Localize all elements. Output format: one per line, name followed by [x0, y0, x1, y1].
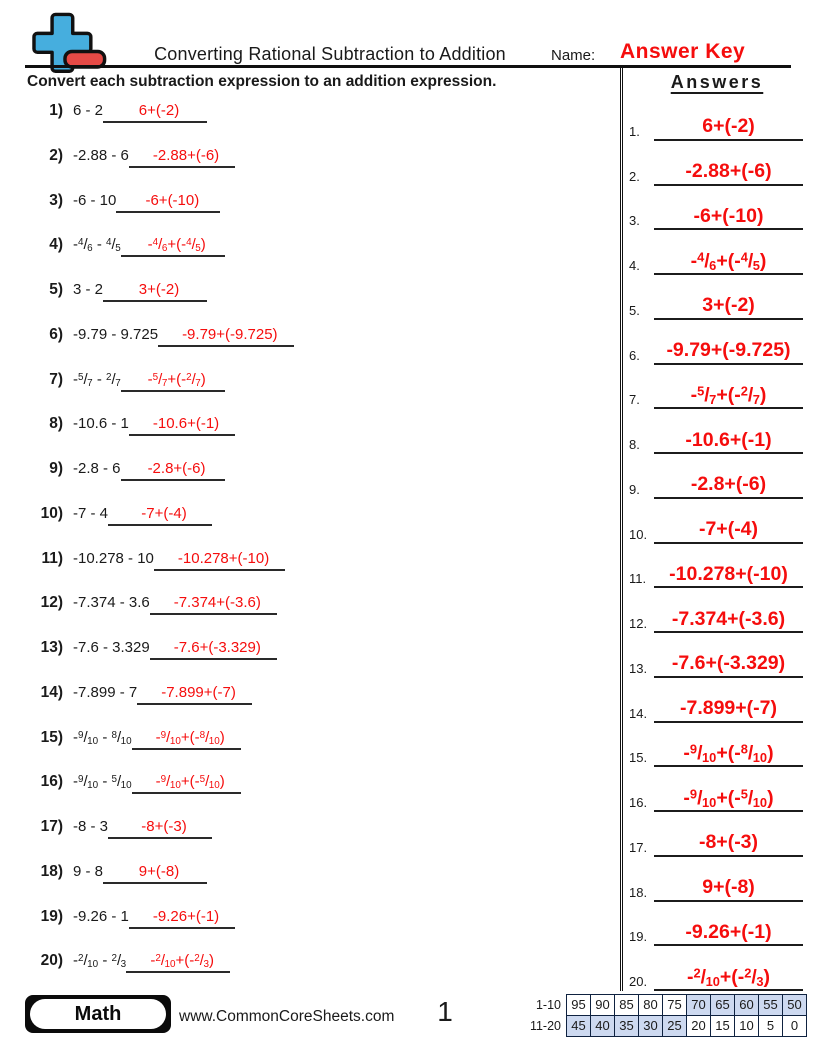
answer-line	[654, 788, 803, 812]
answer-blank-line	[158, 326, 293, 347]
answer-line	[654, 519, 803, 543]
score-cell: 20	[687, 1015, 711, 1036]
answer-row	[629, 320, 803, 365]
answer-number: 6.	[629, 347, 640, 363]
answer-line	[654, 653, 803, 677]
problem-number: 11)	[41, 549, 63, 567]
answer-number: 8.	[629, 437, 640, 452]
column-separator	[620, 67, 623, 991]
problem-row	[27, 678, 602, 723]
answer-row	[629, 499, 803, 544]
score-cell: 15	[711, 1015, 735, 1036]
answer-text: -8+(-3)	[698, 831, 759, 854]
plus-minus-icon-svg	[26, 11, 110, 73]
written-answer: -10.6+(-1)	[152, 415, 220, 433]
page-number: 1	[437, 996, 453, 1027]
answer-text: -10.6+(-1)	[685, 428, 772, 451]
problem-row	[27, 544, 602, 589]
answer-key-label: Answer Key	[620, 40, 746, 63]
answer-number: 12.	[629, 616, 648, 631]
page-title: Converting Rational Subtraction to Addition	[154, 44, 506, 64]
answer-row	[629, 186, 803, 231]
answer-blank-line	[150, 639, 277, 660]
problem-expression: -7.374 - 3.6	[73, 594, 150, 612]
score-row-1	[528, 995, 807, 1016]
written-answer: $-^4/_6+(-^4/_5)$	[147, 236, 206, 255]
problem-expression: 3 - 2	[73, 281, 104, 298]
answer-blank-line	[116, 192, 220, 213]
answer-line	[654, 430, 803, 454]
problem-row	[27, 230, 602, 275]
problem-expression: -10.278 - 10	[73, 549, 154, 567]
answer-text: -9.26+(-1)	[685, 920, 772, 943]
answer-number: 17.	[629, 839, 648, 855]
problem-number: 4)	[49, 236, 63, 254]
problem-expression: 6 - 2	[73, 102, 104, 119]
answer-number: 5.	[629, 302, 640, 318]
answer-number: 20.	[629, 974, 648, 989]
answer-text: 9+(-8)	[702, 876, 755, 899]
answer-text: $-^5/_7+(-^2/_7)$	[690, 383, 767, 407]
written-answer: -7.6+(-3.329)	[173, 639, 261, 656]
answer-line	[654, 161, 803, 185]
plus-minus-icon	[26, 11, 110, 73]
written-answer: 3+(-2)	[138, 281, 180, 298]
answer-text: -7.6+(-3.329)	[671, 652, 786, 675]
problem-row	[27, 499, 602, 544]
answer-blank-line	[103, 863, 207, 884]
answer-blank-line	[126, 952, 230, 973]
score-row-2	[528, 1015, 807, 1036]
problems-list	[27, 96, 602, 991]
answer-line	[654, 877, 803, 901]
written-answer: -2.88+(-6)	[152, 146, 220, 164]
instruction-text: Convert each subtraction expression to an addition expression.	[27, 73, 497, 90]
score-cell: 60	[735, 995, 759, 1016]
answer-blank-line	[103, 102, 207, 123]
written-answer: $-^9/_{10}+(-^5/_{10})$	[155, 773, 225, 792]
score-cell: 95	[567, 995, 591, 1016]
score-cell: 70	[687, 995, 711, 1016]
answer-line	[654, 385, 803, 409]
problem-expression: 9 - 8	[73, 862, 104, 880]
answer-text: -7.374+(-3.6)	[671, 607, 786, 630]
answer-blank-line	[108, 505, 212, 526]
problem-number: 8)	[49, 415, 63, 433]
answer-text: -7+(-4)	[698, 518, 759, 541]
problem-row	[27, 857, 602, 902]
problem-number: 14)	[40, 683, 63, 701]
score-cell: 45	[567, 1015, 591, 1036]
score-row1-label: 1-10	[535, 997, 561, 1012]
answer-row	[629, 588, 803, 633]
problem-row	[27, 812, 602, 857]
answer-line	[654, 922, 803, 946]
written-answer: 6+(-2)	[138, 102, 180, 119]
subject-label: Math	[30, 999, 166, 1029]
answer-text: -7.899+(-7)	[679, 697, 777, 720]
answer-line	[654, 832, 803, 856]
name-label: Name:	[551, 47, 596, 64]
answer-text: 3+(-2)	[702, 294, 755, 317]
answer-line	[654, 743, 803, 767]
problem-expression: -9.79 - 9.725	[73, 325, 159, 343]
answer-text: -9.79+(-9.725)	[666, 339, 791, 362]
problem-number: 3)	[49, 191, 63, 209]
problem-number: 9)	[49, 460, 63, 477]
score-table	[528, 994, 807, 1037]
problem-number: 17)	[40, 818, 63, 835]
answer-line	[654, 564, 803, 588]
problem-row	[27, 409, 602, 454]
problem-row	[27, 723, 602, 768]
written-answer: $-^2/_{10}+(-^2/_3)$	[150, 952, 214, 971]
answer-line	[654, 116, 803, 140]
answer-text: $-^9/_{10}+(-^8/_{10})$	[683, 741, 774, 765]
answer-row	[629, 544, 803, 589]
answer-blank-line	[108, 818, 212, 839]
answer-number: 14.	[629, 705, 648, 721]
score-cell: 10	[735, 1015, 759, 1036]
problem-expression: -7.899 - 7	[73, 683, 138, 701]
problem-number: 7)	[49, 370, 63, 388]
problem-expression: $-^5/_7 - ^2/_7$	[73, 370, 121, 389]
problem-row	[27, 275, 602, 320]
answer-text: -6+(-10)	[693, 204, 764, 227]
problem-number: 18)	[40, 862, 63, 880]
answer-row	[629, 96, 803, 141]
answer-number: 13.	[629, 660, 648, 676]
answer-blank-line	[103, 281, 207, 302]
answer-blank-line	[132, 729, 241, 750]
problem-row	[27, 141, 602, 186]
answer-text: -2.8+(-6)	[690, 473, 767, 496]
answers-column-title: Answers	[670, 72, 764, 92]
answer-blank-line	[129, 908, 235, 929]
answer-text: $-^9/_{10}+(-^5/_{10})$	[683, 786, 774, 810]
score-cell: 0	[783, 1015, 807, 1036]
answer-line	[654, 251, 803, 275]
answer-blank-line	[137, 684, 252, 705]
written-answer: -2.8+(-6)	[147, 460, 206, 477]
answer-row	[629, 633, 803, 678]
problem-row	[27, 588, 602, 633]
answer-text: 6+(-2)	[702, 115, 755, 138]
score-cell: 5	[759, 1015, 783, 1036]
answer-row	[629, 857, 803, 902]
score-cell: 65	[711, 995, 735, 1016]
problem-expression: -7 - 4	[73, 504, 109, 522]
written-answer: -9.79+(-9.725)	[182, 325, 278, 343]
answer-blank-line	[154, 550, 285, 571]
problem-row	[27, 186, 602, 231]
answer-number: 4.	[629, 258, 640, 273]
answer-text: -10.278+(-10)	[669, 562, 788, 585]
score-cell: 85	[615, 995, 639, 1016]
score-cell: 30	[639, 1015, 663, 1036]
written-answer: -7+(-4)	[141, 504, 187, 522]
answer-number: 7.	[629, 392, 640, 408]
answer-row	[629, 275, 803, 320]
answer-number: 11.	[629, 571, 647, 587]
answer-number: 18.	[629, 884, 648, 900]
answer-blank-line	[121, 236, 225, 257]
score-cell: 90	[591, 995, 615, 1016]
problem-number: 10)	[40, 504, 63, 522]
answer-text: $-^2/_{10}+(-^2/_3)$	[687, 965, 770, 989]
problem-expression: -6 - 10	[73, 191, 117, 209]
answer-blank-line	[121, 460, 225, 481]
answer-row	[629, 902, 803, 947]
header-divider	[25, 65, 791, 68]
problem-expression: $-^9/_{10} - ^8/_{10}$	[73, 728, 132, 747]
answer-line	[654, 474, 803, 498]
answer-row	[629, 812, 803, 857]
answer-row	[629, 409, 803, 454]
written-answer: $-^9/_{10}+(-^8/_{10})$	[155, 728, 225, 747]
answer-row	[629, 141, 803, 186]
subject-badge	[25, 995, 171, 1033]
answer-number: 1.	[629, 123, 640, 139]
answer-row	[629, 365, 803, 410]
problem-expression: $-^2/_{10} - ^2/_3$	[73, 952, 127, 971]
problem-number: 2)	[49, 146, 63, 164]
answer-row	[629, 723, 803, 768]
score-cell: 35	[615, 1015, 639, 1036]
answer-number: 15.	[629, 750, 648, 766]
answer-number: 2.	[629, 168, 640, 184]
answer-blank-line	[132, 773, 241, 794]
written-answer: $-^5/_7+(-^2/_7)$	[147, 370, 206, 389]
answer-row	[629, 767, 803, 812]
problem-number: 1)	[49, 102, 63, 119]
answer-line	[654, 698, 803, 722]
score-row2-label: 11-20	[529, 1018, 561, 1033]
answer-blank-line	[129, 147, 235, 168]
answer-row	[629, 454, 803, 499]
answer-line	[654, 967, 803, 991]
problem-row	[27, 365, 602, 410]
answer-line	[654, 206, 803, 230]
problem-row	[27, 454, 602, 499]
problem-expression: -7.6 - 3.329	[73, 639, 150, 656]
answer-row	[629, 230, 803, 275]
answer-number: 16.	[629, 795, 648, 810]
problem-row	[27, 96, 602, 141]
answer-text: -2.88+(-6)	[685, 160, 772, 183]
answer-line	[654, 295, 803, 319]
answer-blank-line	[129, 415, 235, 436]
score-cell: 55	[759, 995, 783, 1016]
problem-row	[27, 320, 602, 365]
problem-expression: -9.26 - 1	[73, 907, 129, 925]
written-answer: -7.374+(-3.6)	[173, 594, 261, 612]
written-answer: -7.899+(-7)	[161, 683, 236, 701]
answer-number: 9.	[629, 481, 640, 497]
problem-number: 20)	[40, 952, 63, 970]
answer-blank-line	[150, 594, 277, 615]
written-answer: -10.278+(-10)	[177, 549, 270, 567]
problem-row	[27, 633, 602, 678]
score-cell: 75	[663, 995, 687, 1016]
problem-expression: -2.88 - 6	[73, 146, 129, 164]
score-cell: 80	[639, 995, 663, 1016]
written-answer: -9.26+(-1)	[152, 907, 220, 925]
written-answer: 9+(-8)	[138, 862, 180, 880]
website-text: www.CommonCoreSheets.com	[179, 1008, 395, 1025]
problem-row	[27, 767, 602, 812]
problem-row	[27, 902, 602, 947]
answer-row	[629, 946, 803, 991]
problem-number: 16)	[40, 773, 63, 791]
score-cell: 50	[783, 995, 807, 1016]
problem-number: 12)	[40, 594, 63, 612]
answer-blank-line	[121, 371, 225, 392]
answer-row	[629, 678, 803, 723]
written-answer: -6+(-10)	[145, 191, 200, 209]
answer-line	[654, 340, 803, 364]
problem-expression: $-^4/_6 - ^4/_5$	[73, 236, 121, 255]
problem-row	[27, 946, 602, 991]
answer-number: 19.	[629, 929, 648, 945]
score-cell: 40	[591, 1015, 615, 1036]
problem-number: 5)	[49, 281, 63, 298]
score-cell: 25	[663, 1015, 687, 1036]
answer-text: $-^4/_6+(-^4/_5)$	[690, 249, 767, 273]
problem-number: 19)	[40, 907, 63, 925]
answers-list	[629, 96, 803, 991]
problem-expression: -10.6 - 1	[73, 415, 129, 433]
answer-number: 10.	[629, 526, 648, 542]
problem-number: 15)	[40, 728, 63, 746]
problem-expression: $-^9/_{10} - ^5/_{10}$	[73, 773, 132, 792]
problem-expression: -8 - 3	[73, 818, 109, 835]
problem-number: 13)	[40, 639, 63, 656]
written-answer: -8+(-3)	[141, 818, 187, 835]
answer-line	[654, 609, 803, 633]
problem-number: 6)	[49, 325, 63, 343]
answer-number: 3.	[629, 213, 640, 229]
problem-expression: -2.8 - 6	[73, 460, 121, 477]
